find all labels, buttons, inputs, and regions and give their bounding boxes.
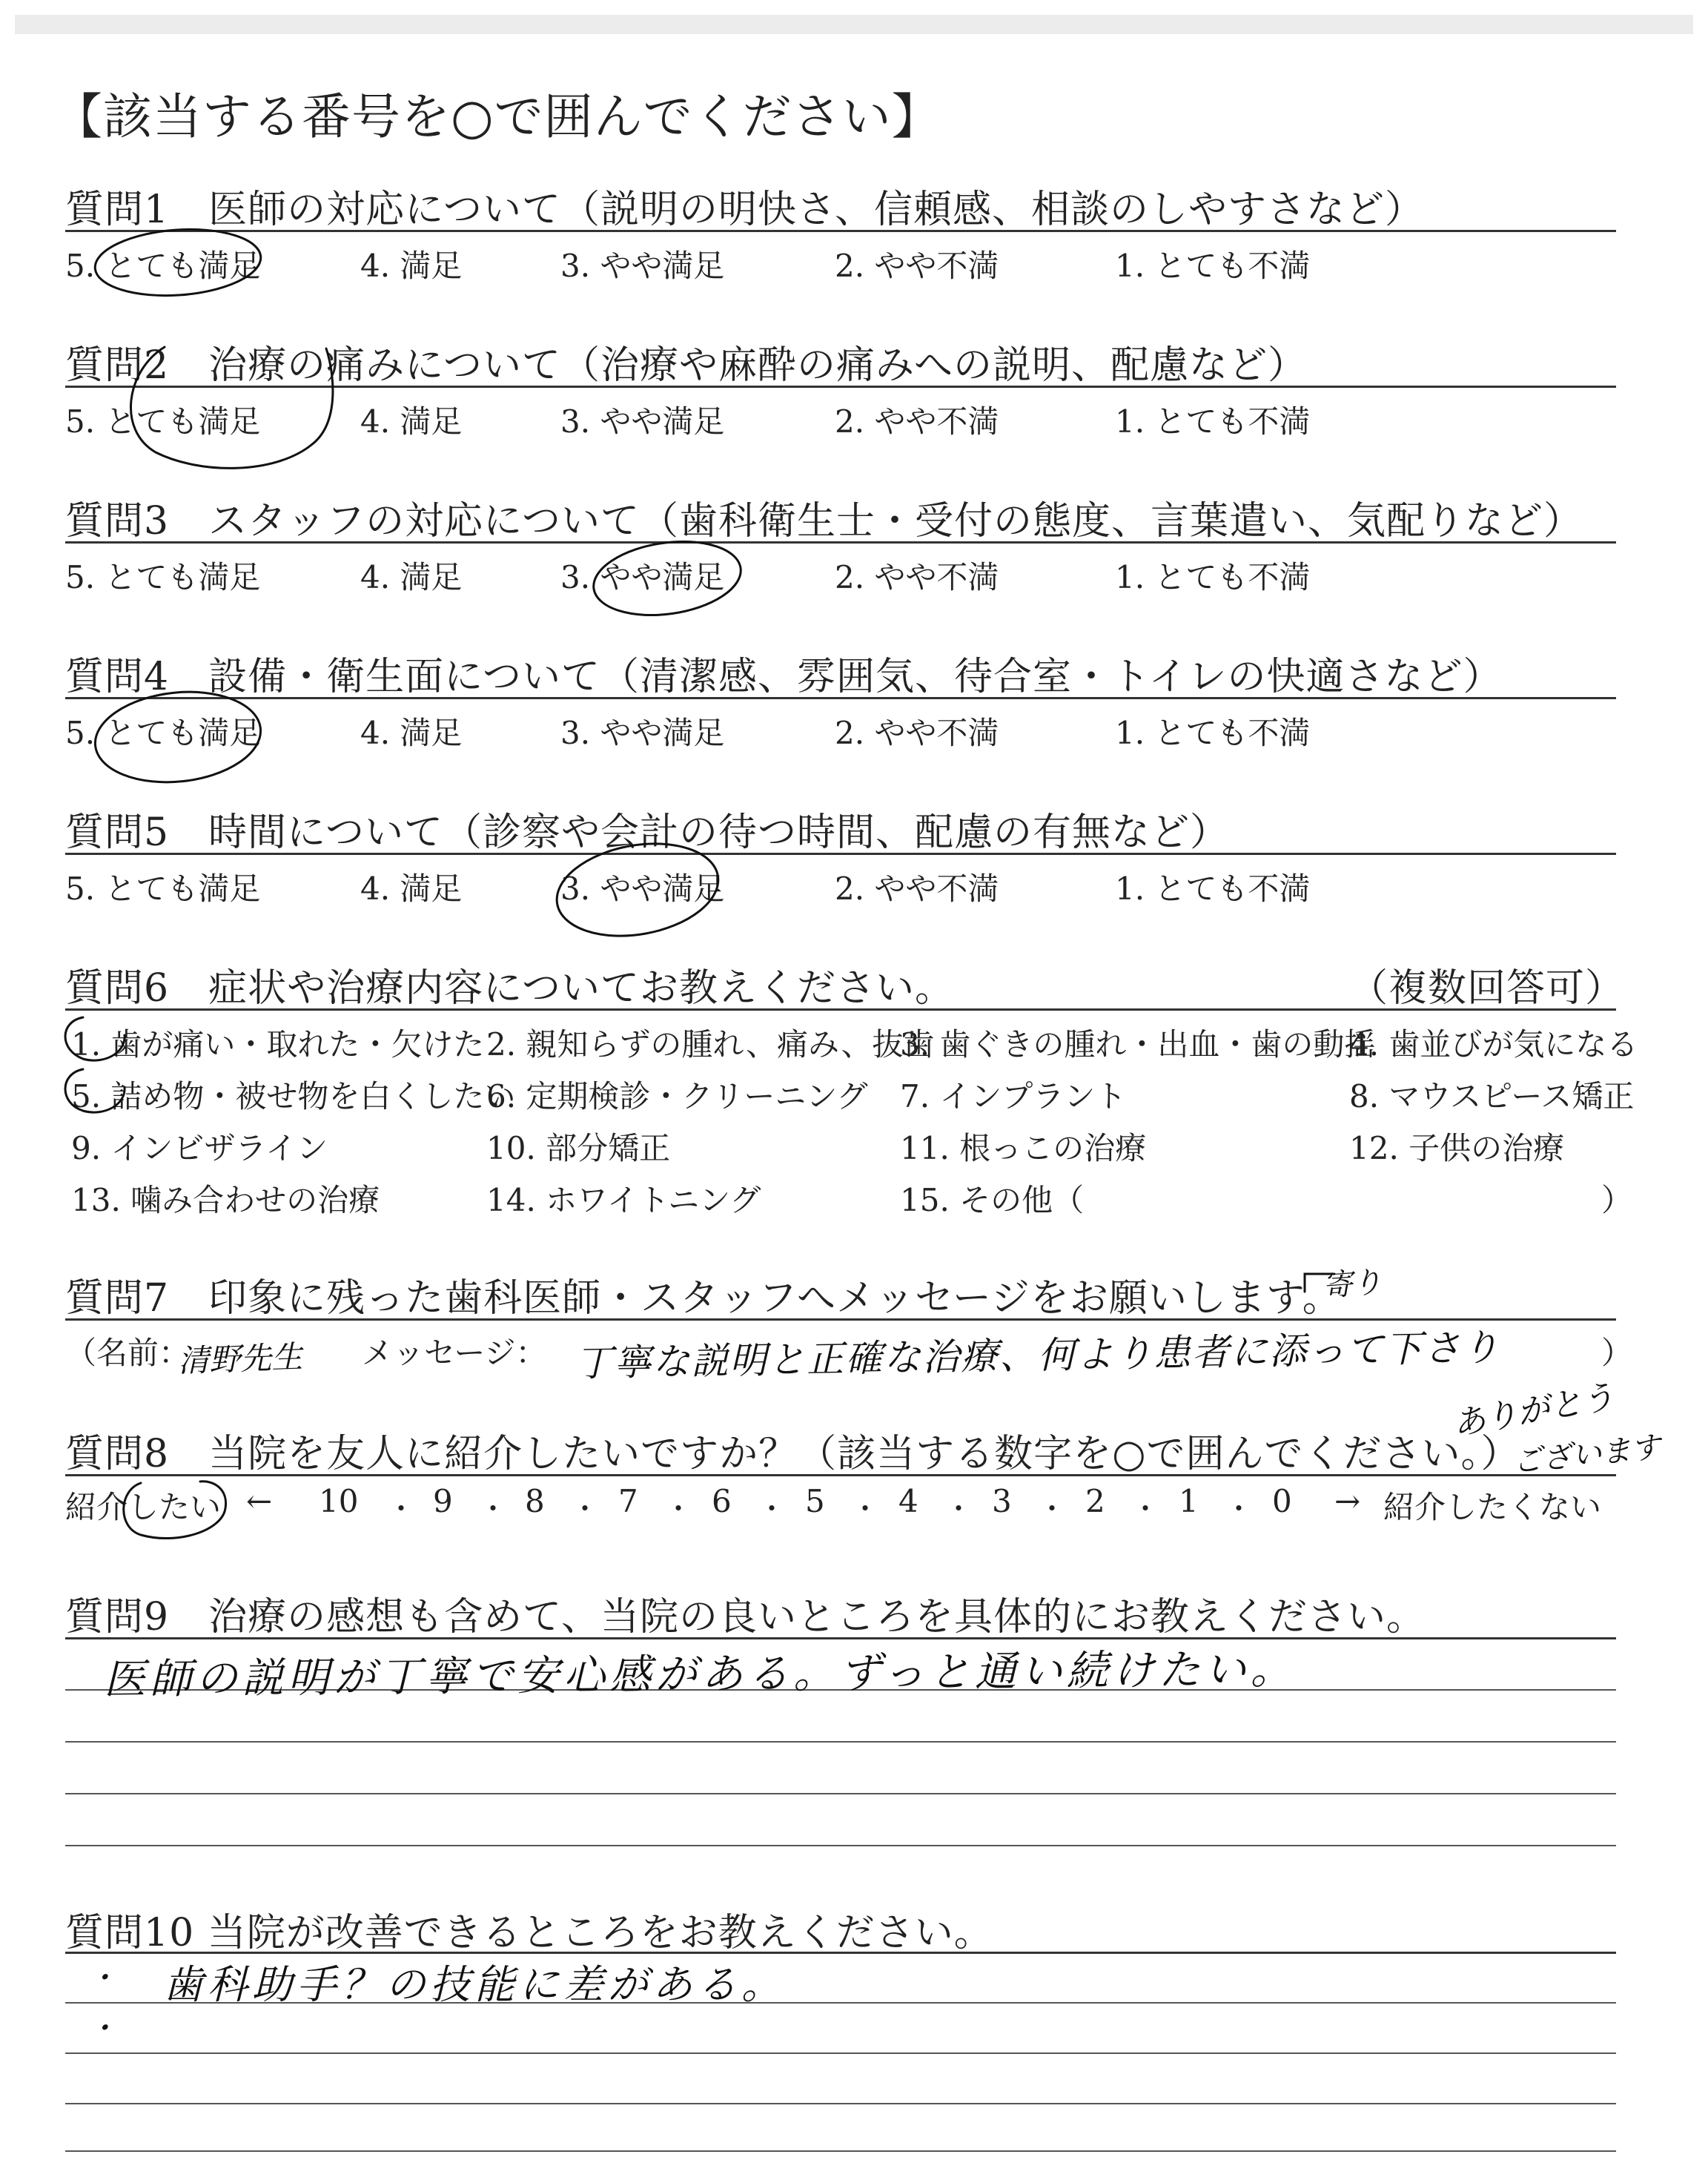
q2-opt-5[interactable]: 5. とても満足 xyxy=(65,403,261,440)
q4-title: 質問4 設備・衛生面について（清潔感、雰囲気、待合室・トイレの快適さなど） xyxy=(65,655,1503,699)
q8-dot: ・ xyxy=(1131,1493,1160,1525)
q8-right-arrow: → xyxy=(1334,1483,1361,1519)
q4-rule xyxy=(65,697,1616,699)
q4-opt-5[interactable]: 5. とても満足 xyxy=(65,715,261,751)
q6-opt-12[interactable]: 12. 子供の治療 xyxy=(1349,1130,1565,1166)
q7-handwritten-insert: 寄り xyxy=(1321,1265,1383,1304)
q6-title: 質問6 症状や治療内容についてお教えください。 xyxy=(65,966,955,1011)
q10-rule-5 xyxy=(65,2150,1616,2152)
q6-opt-14[interactable]: 14. ホワイトニング xyxy=(486,1182,761,1218)
q6-opt-11[interactable]: 11. 根っこの治療 xyxy=(900,1130,1147,1166)
q6-opt-7[interactable]: 7. インプラント xyxy=(900,1078,1127,1114)
q8-scale-4[interactable]: 4 xyxy=(898,1483,918,1519)
q8-scale-5[interactable]: 5 xyxy=(805,1483,825,1519)
q6-opt-4[interactable]: 4. 歯並びが気になる xyxy=(1349,1026,1638,1063)
scan-top-band xyxy=(15,15,1693,34)
q6-rule xyxy=(65,1008,1616,1011)
q8-scale-3[interactable]: 3 xyxy=(992,1483,1012,1519)
q6-other-close: ） xyxy=(1601,1182,1633,1218)
q6-opt-5[interactable]: 5. 詰め物・被せ物を白くしたい xyxy=(71,1078,516,1114)
q8-left-label[interactable]: 紹介したい xyxy=(65,1489,222,1525)
q9-rule-5 xyxy=(65,1845,1616,1846)
q8-title: 質問8 当院を友人に紹介したいですか？（該当する数字を○で囲んでください。） xyxy=(65,1432,1520,1476)
q8-dot: ・ xyxy=(758,1493,787,1525)
q8-left-arrow: ← xyxy=(246,1483,273,1519)
q2-title: 質問2 治療の痛みについて（治療や麻酔の痛みへの説明、配慮など） xyxy=(65,343,1308,388)
q10-bullet-2: ・ xyxy=(87,2012,117,2046)
q10-handwritten-answer: 歯科助手？の技能に差がある。 xyxy=(163,1961,786,2008)
q8-rule xyxy=(65,1474,1616,1476)
q7-handwritten-name: 清野先生 xyxy=(177,1338,303,1379)
q6-note: （複数回答可） xyxy=(1349,966,1625,1011)
q8-scale-10[interactable]: 10 xyxy=(319,1483,359,1519)
q8-scale-8[interactable]: 8 xyxy=(525,1483,545,1519)
q1-rule xyxy=(65,230,1616,232)
q8-scale-0[interactable]: 0 xyxy=(1272,1483,1292,1519)
q5-rule xyxy=(65,853,1616,855)
q7-handwritten-message: 丁寧な説明と正確な治療、何より患者に添って下さり xyxy=(575,1326,1501,1385)
q6-opt-9[interactable]: 9. インビザライン xyxy=(71,1130,328,1166)
q8-dot: ・ xyxy=(944,1493,973,1525)
q10-title: 質問10 当院が改善できるところをお教えください。 xyxy=(65,1911,993,1955)
q7-title: 質問7 印象に残った歯科医師・スタッフへメッセージをお願いします。 xyxy=(65,1276,1342,1321)
q3-opt-2[interactable]: 2. やや不満 xyxy=(835,559,999,595)
q2-opt-2[interactable]: 2. やや不満 xyxy=(835,403,999,440)
q8-right-label[interactable]: 紹介したくない xyxy=(1383,1489,1602,1525)
q3-title: 質問3 スタッフの対応について（歯科衛生士・受付の態度、言葉遣い、気配りなど） xyxy=(65,499,1583,544)
q5-opt-5[interactable]: 5. とても満足 xyxy=(65,871,261,907)
q6-opt-6[interactable]: 6. 定期検診・クリーニング xyxy=(486,1078,868,1114)
q10-rule-4 xyxy=(65,2103,1616,2104)
q1-title: 質問1 医師の対応について（説明の明快さ、信頼感、相談のしやすさなど） xyxy=(65,188,1424,232)
q2-opt-4[interactable]: 4. 満足 xyxy=(360,403,463,440)
q6-opt-15[interactable]: 15. その他（ xyxy=(900,1182,1085,1218)
q5-opt-3[interactable]: 3. やや満足 xyxy=(560,871,725,907)
q3-opt-3[interactable]: 3. やや満足 xyxy=(560,559,725,595)
q7-close: ） xyxy=(1601,1335,1633,1371)
q1-opt-3[interactable]: 3. やや満足 xyxy=(560,248,725,284)
q9-rule-3 xyxy=(65,1741,1616,1743)
q8-scale-7[interactable]: 7 xyxy=(618,1483,638,1519)
q8-scale-2[interactable]: 2 xyxy=(1085,1483,1105,1519)
q2-opt-1[interactable]: 1. とても不満 xyxy=(1115,403,1311,440)
q9-rule-1 xyxy=(65,1637,1616,1639)
q6-opt-2[interactable]: 2. 親知らずの腫れ、痛み、抜歯 xyxy=(486,1026,935,1063)
q3-rule xyxy=(65,541,1616,544)
q10-rule-3 xyxy=(65,2052,1616,2054)
q4-opt-4[interactable]: 4. 満足 xyxy=(360,715,463,751)
q2-opt-3[interactable]: 3. やや満足 xyxy=(560,403,725,440)
q8-dot: ・ xyxy=(479,1493,508,1525)
q8-scale-9[interactable]: 9 xyxy=(433,1483,453,1519)
q7-handwritten-thanks-1: ありがとう xyxy=(1450,1378,1618,1444)
q3-opt-5[interactable]: 5. とても満足 xyxy=(65,559,261,595)
q9-handwritten-answer: 医師の説明が丁寧で安心感がある。ずっと通い続けたい。 xyxy=(103,1645,1297,1705)
q3-opt-1[interactable]: 1. とても不満 xyxy=(1115,559,1311,595)
q5-opt-4[interactable]: 4. 満足 xyxy=(360,871,463,907)
q4-opt-1[interactable]: 1. とても不満 xyxy=(1115,715,1311,751)
q8-scale-6[interactable]: 6 xyxy=(712,1483,732,1519)
q1-opt-2[interactable]: 2. やや不満 xyxy=(835,248,999,284)
q8-dot: ・ xyxy=(664,1493,693,1525)
q2-rule xyxy=(65,386,1616,388)
q6-opt-1[interactable]: 1. 歯が痛い・取れた・欠けた xyxy=(71,1026,485,1063)
q8-dot: ・ xyxy=(1038,1493,1067,1525)
q8-scale-1[interactable]: 1 xyxy=(1179,1483,1199,1519)
q5-opt-2[interactable]: 2. やや不満 xyxy=(835,871,999,907)
q4-opt-3[interactable]: 3. やや満足 xyxy=(560,715,725,751)
q5-opt-1[interactable]: 1. とても不満 xyxy=(1115,871,1311,907)
q1-opt-1[interactable]: 1. とても不満 xyxy=(1115,248,1311,284)
q8-dot: ・ xyxy=(1225,1493,1254,1525)
q6-opt-13[interactable]: 13. 噛み合わせの治療 xyxy=(71,1182,380,1218)
q8-dot: ・ xyxy=(571,1493,600,1525)
q7-name-label: （名前： xyxy=(65,1335,191,1371)
q8-dot: ・ xyxy=(387,1493,416,1525)
q8-dot: ・ xyxy=(851,1493,880,1525)
q10-bullet-1: ・ xyxy=(87,1961,117,1995)
q6-opt-10[interactable]: 10. 部分矯正 xyxy=(486,1130,671,1166)
q6-opt-3[interactable]: 3. 歯ぐきの腫れ・出血・歯の動揺 xyxy=(900,1026,1376,1063)
page-header: 【該当する番号を○で囲んでください】 xyxy=(53,88,941,145)
q4-opt-2[interactable]: 2. やや不満 xyxy=(835,715,999,751)
q3-opt-4[interactable]: 4. 満足 xyxy=(360,559,463,595)
q1-opt-5[interactable]: 5. とても満足 xyxy=(65,248,261,284)
q5-title: 質問5 時間について（診察や会計の待つ時間、配慮の有無など） xyxy=(65,810,1230,855)
q7-message-label: メッセージ： xyxy=(362,1335,547,1371)
q1-opt-4[interactable]: 4. 満足 xyxy=(360,248,463,284)
q7-handwritten-thanks-2: ございます xyxy=(1511,1430,1663,1480)
q6-opt-8[interactable]: 8. マウスピース矯正 xyxy=(1349,1078,1635,1114)
q9-rule-4 xyxy=(65,1793,1616,1794)
q9-title: 質問9 治療の感想も含めて、当院の良いところを具体的にお教えください。 xyxy=(65,1595,1426,1639)
